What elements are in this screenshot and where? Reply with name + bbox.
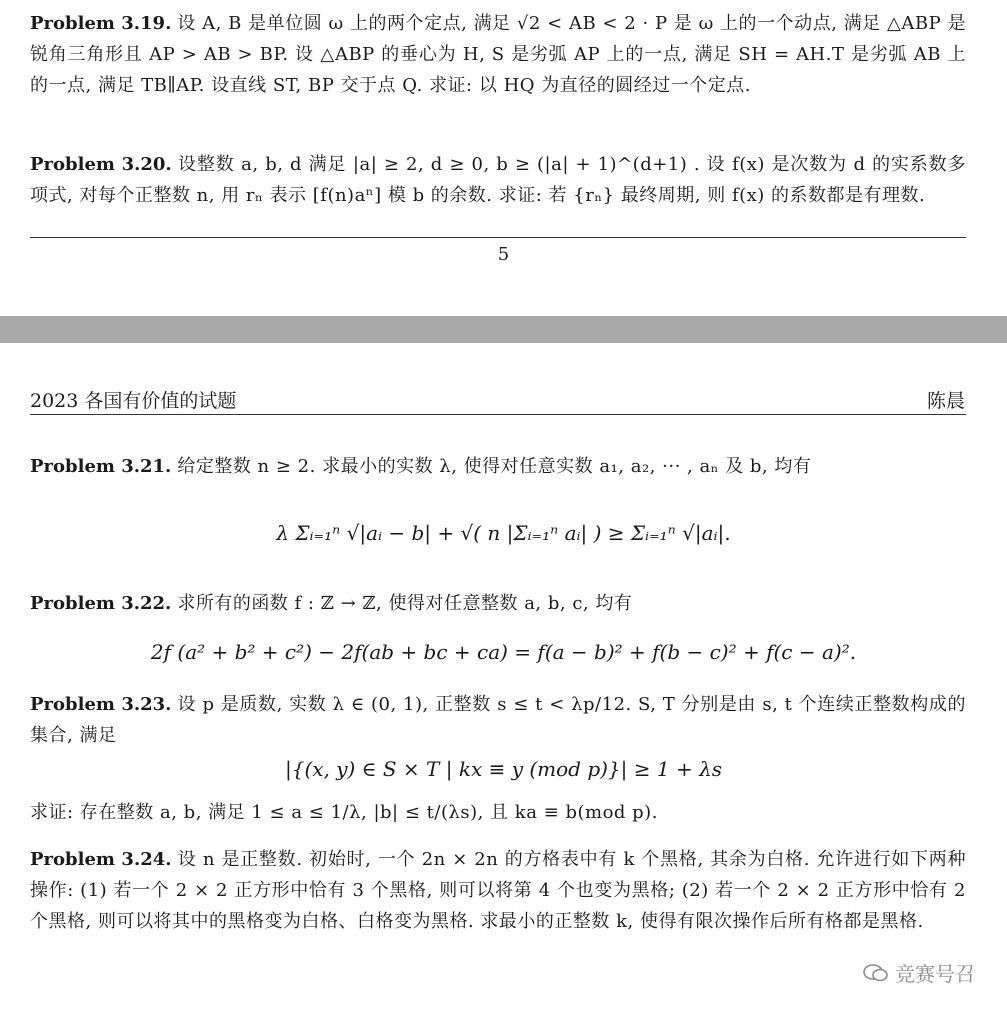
problem-3-23-label: Problem 3.23. <box>30 694 172 715</box>
wechat-icon <box>863 964 889 982</box>
footer-rule <box>30 237 966 238</box>
problem-3-22-formula: 2f (a² + b² + c²) − 2f(ab + bc + ca) = f(a − b)² + f(b − c)² + f(c − a)². <box>150 640 857 664</box>
problem-3-24 <box>30 844 966 937</box>
problem-3-23-formula: |{(x, y) ∈ S × T | kx ≡ y (mod p)}| ≥ 1 + λs <box>284 757 723 781</box>
problem-3-24-label: Problem 3.24. <box>30 849 172 870</box>
page-separator <box>0 316 1007 343</box>
problem-3-20 <box>30 149 966 211</box>
problem-3-22-label: Problem 3.22. <box>30 593 172 614</box>
problem-3-21-formula: λ Σᵢ₌₁ⁿ √|aᵢ − b| + √( n |Σᵢ₌₁ⁿ aᵢ| ) ≥ Σᵢ₌₁ⁿ √|aᵢ|. <box>276 521 731 545</box>
problem-3-22 <box>30 588 966 619</box>
problem-3-20-label: Problem 3.20. <box>30 154 172 175</box>
problem-3-23 <box>30 689 966 751</box>
problem-3-24-text: 设 n 是正整数. 初始时, 一个 2n × 2n 的方格表中有 k 个黑格, 其余为白格. 允许进行如下两种操作: (1) 若一个 2 × 2 正方形中恰有 3 个黑格, 则可以将第 4 个也变为黑格; (2) 若一个 2 × 2 正方形中恰有 2 个黑格, 则可以将其中的黑格变为白格、白格变为黑格. 求最小的正整数 k, 使得有限次操作后所有格都是黑格. <box>30 849 966 932</box>
page-number: 5 <box>497 244 510 265</box>
problem-3-23-text: 设 p 是质数, 实数 λ ∈ (0, 1), 正整数 s ≤ t < λp/12. S, T 分别是由 s, t 个连续正整数构成的集合, 满足 <box>30 694 966 746</box>
watermark-text: 竞赛号召 <box>895 962 975 986</box>
problem-3-23-conclusion: 求证: 存在整数 a, b, 满足 1 ≤ a ≤ 1/λ, |b| ≤ t/(λs), 且 ka ≡ b(mod p). <box>30 802 658 823</box>
top-page <box>0 0 1007 316</box>
bottom-page <box>0 343 1007 1015</box>
running-header-author: 陈晨 <box>926 390 965 412</box>
problem-3-19-text: 设 A, B 是单位圆 ω 上的两个定点, 满足 √2 < AB < 2 · P 是 ω 上的一个动点, 满足 △ABP 是锐角三角形且 AP > AB > BP. 设 △ABP 的垂心为 H, S 是劣弧 AP 上的一点, 满足 SH = AH.T 是劣弧 AB 上的一点, 满足 TB∥AP. 设直线 ST, BP 交于点 Q. 求证: 以 HQ 为直径的圆经过一个定点. <box>30 13 966 96</box>
watermark <box>863 958 975 987</box>
problem-3-19-label: Problem 3.19. <box>30 13 172 34</box>
problem-3-21 <box>30 451 966 482</box>
problem-3-19 <box>30 8 966 101</box>
problem-3-21-label: Problem 3.21. <box>30 456 172 477</box>
problem-3-22-text: 求所有的函数 f : ℤ → ℤ, 使得对任意整数 a, b, c, 均有 <box>177 593 633 614</box>
problem-3-21-text: 给定整数 n ≥ 2. 求最小的实数 λ, 使得对任意实数 a₁, a₂, ··· , aₙ 及 b, 均有 <box>177 456 812 477</box>
problem-3-20-text: 设整数 a, b, d 满足 |a| ≥ 2, d ≥ 0, b ≥ (|a| + 1)^(d+1) . 设 f(x) 是次数为 d 的实系数多项式, 对每个正整数 n, 用 rₙ 表示 [f(n)aⁿ] 模 b 的余数. 求证: 若 {rₙ} 最终周期, 则 f(x) 的系数都是有理数. <box>30 154 966 206</box>
running-header-title: 2023 各国有价值的试题 <box>30 390 237 412</box>
header-rule <box>30 414 966 415</box>
